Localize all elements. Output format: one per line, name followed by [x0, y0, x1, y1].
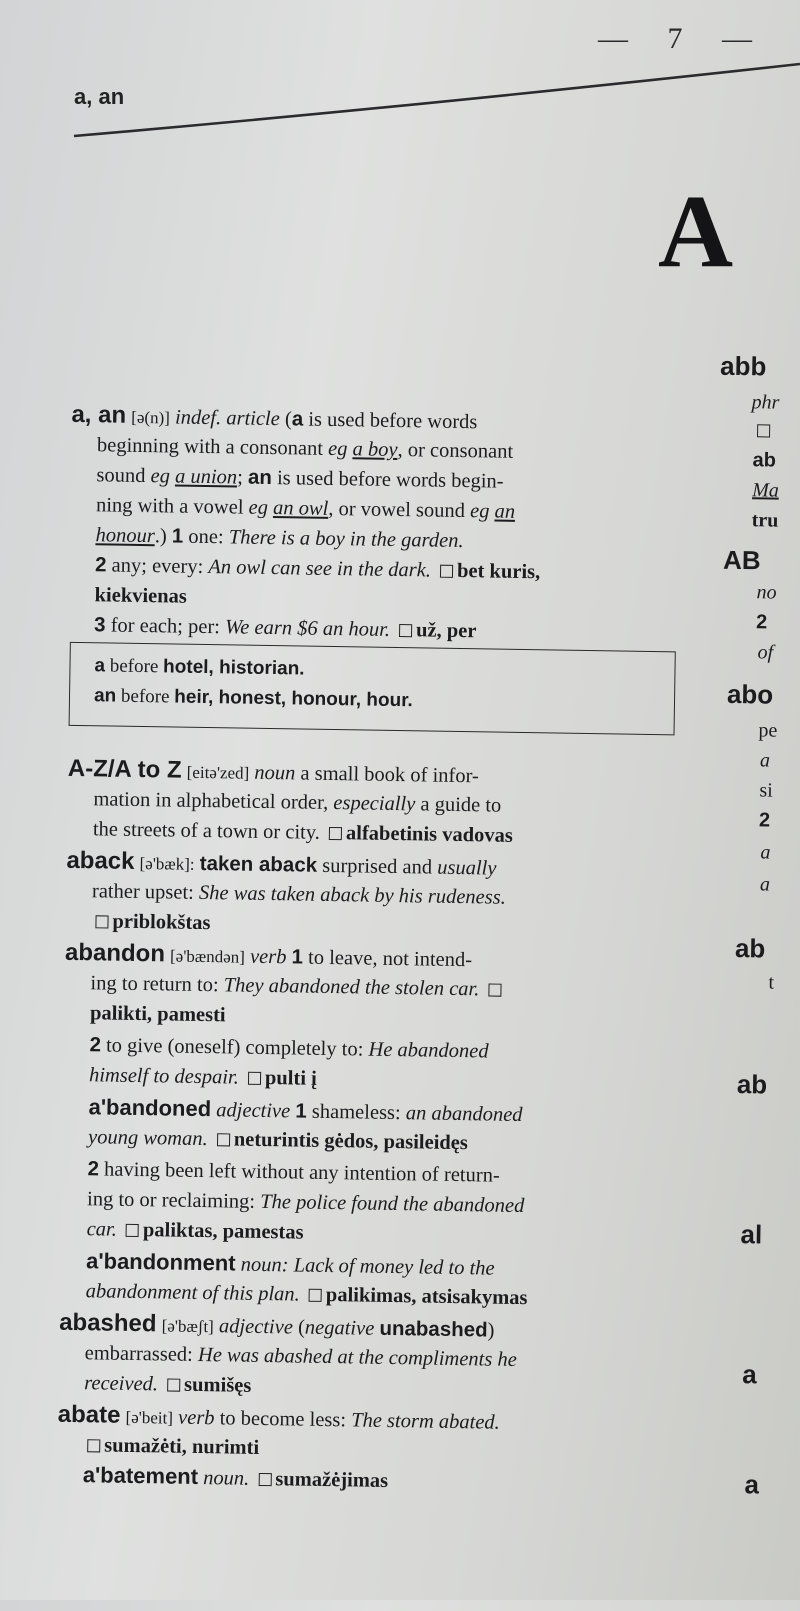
section-letter: A: [658, 174, 734, 289]
example-phrase: honour: [95, 524, 155, 548]
headword: abandon: [64, 938, 166, 968]
example-sentence: The storm abated.: [350, 1409, 500, 1434]
translation: už, per: [415, 619, 477, 643]
usage-words: hotel, historian.: [162, 656, 305, 680]
translation-marker-icon: [95, 915, 108, 928]
translation: neturintis gėdos, pasileidęs: [233, 1128, 469, 1155]
headword-ref: an: [247, 465, 273, 490]
part-of-speech: adjective: [218, 1315, 294, 1339]
definition-text: , or consonant: [397, 438, 514, 463]
usage-words: heir, honest, honour, hour.: [174, 686, 413, 712]
example-sentence: himself to despair.: [88, 1064, 240, 1089]
definition-text: surprised and: [322, 854, 433, 879]
definition-text: a guide to: [420, 793, 502, 817]
translation-marker-icon: [757, 424, 770, 437]
example-sentence: abandonment of this plan.: [85, 1280, 300, 1306]
phrase: taken aback: [199, 851, 318, 877]
example-sentence: There is a boy in the garden.: [228, 526, 464, 553]
definition-text: for each; per:: [110, 614, 221, 639]
definition-line: [85, 1276, 527, 1313]
headword: aback: [66, 846, 135, 875]
sense-number: 1: [291, 945, 304, 969]
sub-entry-abatement: [83, 1460, 389, 1496]
punctuation: ;: [236, 466, 244, 489]
example-phrase: a union: [174, 465, 238, 489]
pronunciation: [ə'beit]: [125, 1407, 174, 1428]
part-of-speech: noun.: [202, 1467, 250, 1490]
eg-label: eg: [248, 496, 269, 519]
definition-text: a small book of infor-: [300, 762, 479, 788]
translation: pulti į: [264, 1066, 317, 1090]
translation-marker-icon: [248, 1072, 261, 1085]
definition-text: is used before words: [308, 408, 478, 434]
sense-number: 2: [89, 1033, 102, 1057]
eg-label: eg: [150, 465, 171, 488]
definition-text: mation in alphabetical order,: [93, 788, 329, 814]
translation-marker-icon: [399, 624, 412, 637]
definition-text: to give (oneself) completely to:: [105, 1034, 364, 1061]
definition-text: sound: [96, 464, 146, 488]
headword: A-Z/A to Z: [67, 754, 182, 784]
translation-marker-icon: [258, 1473, 271, 1486]
paren: (: [284, 408, 292, 431]
usage-label: negative: [304, 1316, 375, 1340]
usage-note-line: [94, 651, 305, 684]
example-phrase: an: [494, 500, 516, 523]
example-sentence: Lack of money led to the: [293, 1254, 495, 1280]
definition-text: to leave, not intend-: [307, 946, 473, 972]
definition-text: ing to or reclaiming:: [86, 1188, 256, 1213]
usage-note-box: [69, 642, 676, 736]
part-of-speech: adjective: [216, 1099, 291, 1123]
part-of-speech: indef. article: [174, 406, 281, 431]
definition-line: [89, 1060, 317, 1094]
column-fragment: al: [740, 1219, 763, 1250]
pronunciation: [ə(n)]: [131, 407, 171, 428]
pronunciation: [ə'bæʃt]: [161, 1316, 214, 1337]
definition-line: [94, 610, 477, 646]
definition-text: one:: [188, 525, 224, 549]
example-sentence: young woman.: [87, 1126, 208, 1151]
usage-article: a: [94, 655, 106, 677]
definition-text: is used before words begin-: [276, 467, 504, 493]
column-fragment: a: [759, 873, 771, 896]
translation-marker-icon: [126, 1224, 139, 1237]
example-sentence: The police found the abandoned: [260, 1190, 525, 1218]
example-sentence: She was taken aback by his rudeness.: [198, 881, 506, 909]
usage-label: especially: [333, 792, 416, 816]
example-sentence: car.: [86, 1218, 118, 1241]
pronunciation: [eitə'zed]: [186, 762, 250, 783]
headword: abashed: [58, 1308, 157, 1338]
example-sentence: We earn $6 an hour.: [224, 616, 391, 641]
translation: alfabetinis vadovas: [345, 822, 514, 847]
translation-marker-icon: [217, 1133, 230, 1146]
pronunciation: [ə'bæk]:: [139, 853, 195, 874]
page-number: — 7 —: [598, 22, 768, 55]
usage-label: usually: [437, 856, 497, 880]
translation-marker-icon: [440, 565, 453, 578]
translation: palikimas, atsisakymas: [325, 1283, 528, 1310]
translation-marker-icon: [488, 983, 501, 996]
translation: sumišęs: [183, 1373, 252, 1397]
example-sentence: an abandoned: [405, 1102, 523, 1127]
subentry-word: a'bandonment: [85, 1248, 236, 1276]
example-phrase: a boy: [352, 438, 398, 461]
part-of-speech: noun: [254, 761, 296, 785]
definition-line: [94, 580, 187, 611]
translation: bet kuris,: [456, 559, 541, 584]
definition-text: any; every:: [111, 554, 204, 578]
column-fragment: 2: [758, 809, 771, 832]
usage-text: before: [120, 685, 170, 708]
column-fragment: of: [757, 641, 774, 664]
column-fragment: 2: [755, 611, 768, 634]
definition-text: ning with a vowel: [95, 494, 244, 519]
headword: a, an: [71, 400, 127, 429]
definition-line: [86, 1214, 303, 1247]
definition-text: having been left without any intention of return-: [103, 1158, 500, 1187]
column-fragment: no: [756, 581, 777, 604]
definition-text: the streets of a town or city.: [92, 818, 321, 844]
translation: palikti, pamesti: [89, 1002, 226, 1027]
translation-marker-icon: [87, 1439, 100, 1452]
headword: abate: [57, 1400, 121, 1429]
definition-text: ing to return to:: [90, 972, 219, 997]
example-sentence: An owl can see in the dark.: [208, 556, 432, 582]
definition-line: [90, 998, 226, 1030]
sense-number: 1: [295, 1099, 307, 1123]
example-phrase: an owl: [272, 497, 329, 520]
antonym: unabashed: [379, 1316, 488, 1342]
sense-number: 2: [87, 1157, 100, 1181]
usage-note-line: [94, 681, 413, 716]
column-fragment: ab: [736, 1069, 768, 1100]
headword-ref: a: [291, 407, 304, 431]
usage-text: before: [109, 655, 159, 678]
column-fragment: Ma: [752, 479, 780, 502]
subentry-word: a'batement: [82, 1462, 199, 1489]
column-fragment: abo: [726, 678, 774, 710]
paren: (: [297, 1316, 306, 1339]
part-of-speech: noun:: [240, 1253, 289, 1277]
definition-line: [83, 1430, 259, 1463]
definition-text: beginning with a consonant: [96, 434, 324, 460]
column-fragment: ab: [734, 932, 766, 964]
running-head: a, an: [74, 84, 125, 109]
part-of-speech: verb: [177, 1406, 215, 1430]
column-fragment: si: [759, 779, 773, 802]
column-fragment: ab: [752, 449, 777, 472]
sense-number: 1: [171, 524, 184, 548]
column-fragment: phr: [751, 391, 780, 414]
column-fragment: a: [744, 1469, 760, 1500]
translation: paliktas, pamestas: [142, 1219, 304, 1244]
part-of-speech: verb: [249, 945, 287, 969]
definition-text: rather upset:: [91, 880, 195, 904]
translation: sumažėjimas: [275, 1468, 389, 1492]
definition-line: [93, 814, 513, 851]
translation: sumažėti, nurimti: [104, 1434, 260, 1459]
subentry-word: a'bandoned: [88, 1094, 212, 1122]
definition-text: embarrassed:: [84, 1342, 194, 1366]
definition-text: to become less:: [219, 1407, 347, 1432]
translation: priblokštas: [112, 910, 211, 935]
eg-label: eg: [327, 437, 348, 461]
definition-line: [88, 1122, 468, 1158]
paren: ): [487, 1319, 495, 1342]
example-sentence: received.: [84, 1372, 159, 1396]
column-fragment: AB: [722, 544, 761, 576]
translation-marker-icon: [167, 1378, 180, 1391]
column-fragment: pe: [758, 719, 778, 742]
eg-label: eg: [469, 500, 490, 523]
definition-line: [91, 906, 210, 938]
column-fragment: tru: [751, 509, 779, 532]
translation-marker-icon: [329, 827, 342, 840]
translation: kiekvienas: [94, 584, 188, 608]
column-fragment: a: [759, 749, 771, 772]
column-fragment: abb: [719, 350, 767, 382]
column-fragment: t: [768, 971, 775, 994]
example-sentence: He abandoned: [368, 1038, 489, 1063]
column-fragment: [753, 419, 774, 442]
usage-article: an: [93, 685, 117, 707]
translation-marker-icon: [309, 1289, 322, 1302]
column-fragment: a: [760, 841, 771, 864]
pronunciation: [ə'bændən]: [169, 946, 246, 967]
definition-line: [84, 1368, 252, 1401]
example-sentence: He was abashed at the compliments he: [197, 1343, 517, 1371]
sense-number: 3: [93, 613, 106, 637]
example-sentence: They abandoned the stolen car.: [223, 974, 480, 1001]
column-fragment: a: [742, 1359, 758, 1390]
sense-number: 2: [94, 553, 107, 577]
definition-text: shameless:: [311, 1100, 401, 1125]
definition-text: , or vowel sound: [328, 497, 466, 523]
punctuation: .): [154, 525, 167, 548]
